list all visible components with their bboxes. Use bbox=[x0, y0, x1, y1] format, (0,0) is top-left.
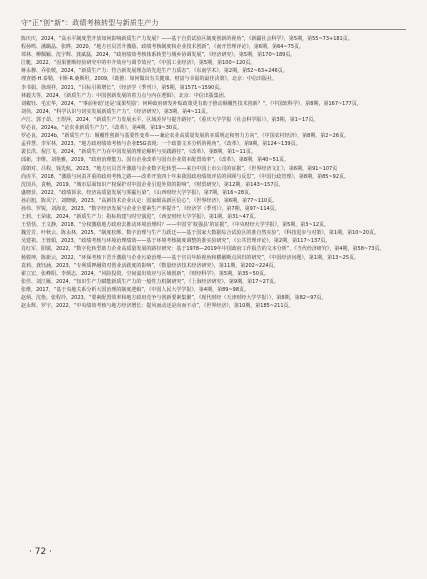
header-rule bbox=[21, 29, 406, 30]
reference-item: 沈国兵，袁畅，2019，“城市层面知识产权保护对中国企业引进外资的影响”，《财贸研究》，第12期，第143~157页。 bbox=[21, 181, 284, 188]
reference-item: 魏芳芳、叶秋云、陈永林，2025，“制度松绑、数字治理与生产力跃迁——基于国家大数据综合试验区的准自然实验”，《科技进步与对策》，第1期，第10~20页。 bbox=[21, 230, 380, 237]
reference-item: 王恬恬、王文静，2018，“分权激励地方政府去推动环境治理吗？——中国‘扩权强县’的证据”，《中央财经大学学报》，第5期，第3~12页。 bbox=[21, 222, 330, 229]
reference-item: 赵炳、沈艳、张程玲，2023，“要素配置效率和地方政府竞争与创新要素集聚”，《现代财经（天津财经大学学报）》，第8期，第82~97页。 bbox=[21, 295, 327, 301]
reference-item: 江艇，2022，“因果推断经验研究中的中介效应与调节效应”，《中国工业经济》，第5期，第100~120页。 bbox=[21, 60, 256, 67]
reference-item: 肖红军、阳镇，2022，“数字化转型助力企业高质量发展的路径研究：基于1978—2019年中国政府工作报告的文本分析”，《当代经济研究》，第4期，第58~73页。 bbox=[21, 246, 385, 253]
reference-item: 孟祥慧、李军林，2023，“地方政府绩效考核与企业ESG表现：一个政策文本分析的视角”，《改革》，第9期，第124~139页。 bbox=[21, 141, 301, 148]
reference-item: 刘伟，2024，“科学认识与切实发展新质生产力”，《经济研究》，第3期，第4~11页。 bbox=[21, 108, 211, 115]
reference-item: 卢江、郭子昂、王煜萍，2024，“新质生产力发展水平、区域差异与提升路径”，《重庆大学学报（社会科学版）》，第3期，第1~17页。 bbox=[21, 116, 319, 123]
reference-item: 翟立宏、张峰阳、李炳志，2024，“风险投资、空间溢出效应与区域创新”，《财经科学》，第5期，第35~50页。 bbox=[21, 270, 270, 277]
reference-item: 孙伟、罗锐，刘海龙，2023，“数字经济发展与企业全要素生产率提升”，《经济学（季刊）》，第7期，第97~114页。 bbox=[21, 205, 280, 212]
reference-item: 理查德·H.泰勒，卡斯·R.桑斯坦，2009，《助推：如何做出有关健康、财富与幸福的最佳决策》，北京：中信出版社。 bbox=[21, 76, 278, 83]
reference-item: 尚虎平，2018，“激励与问责并重的政府考核之路——改革开放四十年来我国政府绩效评估的回顾与反思”，《中国行政管理》，第8期，第85~92页。 bbox=[21, 173, 350, 180]
reference-list bbox=[21, 35, 406, 310]
reference-item: 杨骏坤，陈新云，2022，“环保考核下晋升激励与企业污染治理——基于官员年龄视角和横截断点回归的研究”，《中国经济问题》，第1期，第13~25页。 bbox=[21, 254, 360, 261]
reference-item: 裴长洪、倪江飞，2024，“新质生产力在中国发展的理论解析与实践路径”，《改革》，第8期，第1~11页。 bbox=[21, 149, 256, 156]
reference-item: 赵永辉、罗宇，2022，“中央绩效考核与地方经济增长：提风而动还是向而不动”，《世界经济》，第10期，第185~211页。 bbox=[21, 303, 294, 310]
reference-item: 邵朝对、吕程、钱先航，2023，“地方官员晋升激励与企业数字化转型——来自中国上市公司的证据”，《世界经济文汇》，第6期，第91~107页 bbox=[21, 165, 338, 172]
reference-item: 盛晓菲，2022，“政绩诉求、经济高质量发展与雾霾污染”，《山西财经大学学报》，第7期，第16~28页。 bbox=[21, 189, 255, 196]
reference-item: 邓林、柳佩颖、沈宇辉、龚斌磊，2024，“政府绩效考核体系转型与城乡协调发展”，《经济研究》，第5期，第170~189页。 bbox=[21, 52, 296, 59]
reference-item: 袁莉、龚钰涵，2023，“专利质押融资对创业活跃度的影响”，《数量经济技术经济研究》，第11期，第202~224页。 bbox=[21, 262, 279, 269]
reference-item: 李书娟、徐现祥，2021，“目标引领增长”，《经济学（季刊）》，第5期，第1571~1590页。 bbox=[21, 84, 225, 91]
reference-item: 邱新，李维、刘艳雅，2019，“政府治理能力、国有企业改革与国有企业资本配置效率”，《改革》，第8期，第40~51页。 bbox=[21, 157, 290, 164]
running-head: 守“正”创“新”：政绩考核转型与新质生产力 bbox=[21, 19, 159, 27]
reference-item: 张维，2017，“基于央地关系分析大国治理的制度逻辑”，《中国人民大学学报》，第4期，第89~98页。 bbox=[21, 286, 250, 293]
reference-item: 张佳、刘江雁，2024，“知识生产力赋能新质生产力的一般性力机制研究”，《上海经济研究》，第9期，第17~27页。 bbox=[21, 278, 280, 285]
reference-item: 蒋永穆、乔张媛，2024，“新质生产力：符合新发展理念的先进生产力质态”，《东南学术》，第2期，第52~63+246页。 bbox=[21, 68, 288, 75]
reference-item: 刘椒钰、毛宏华，2024，“‘事前补助’还是‘成果奖励’：何种政府研发补贴政策更有助于推动颠覆性技术创新？”，《中国软科学》，第8期，第167~177页。 bbox=[21, 100, 362, 107]
reference-item: 吴建祖、王蓉娟，2023，“政绩考核与环境治理绩效——基于环境考核制度调整的准实验研究”，《公共管理评论》，第2期，第117~137页。 bbox=[21, 238, 331, 245]
reference-item: 王莉、王荣康，2024，“新质生产力：指标构建与时空演进”，《西安财经大学学报》，第1期，第31~47页。 bbox=[21, 214, 260, 221]
page-number: · 72 · bbox=[29, 547, 52, 557]
reference-item: 罗必良，2024a，“论农业新质生产力”，《改革》，第4期，第19~30页。 bbox=[21, 125, 183, 132]
reference-item: 林毅夫等，2024，《新质生产力：中国创新发展的着力点与内在逻辑》，北京：中信出版集团。 bbox=[21, 92, 229, 99]
reference-item: 陈庆庆，2024，“高水平制度型开放如何影响新质生产力发展？——基于自贸试验区制度创新的视角”，《新疆社会科学》，第5期，第55~73+181页。 bbox=[21, 36, 353, 42]
reference-item: 程孙鸣、潘璐晶、张晔，2020，“地方官员晋升激励、政绩考核制度和企业技术创新”，《南开管理评论》，第6期，第64~75页。 bbox=[21, 44, 305, 51]
reference-item: 孙启旭，陈贝宁、刘晓敏，2023，“高新技术企业认定：国家级高新区信心”，《世界经济》，第6期，第77~110页。 bbox=[21, 197, 278, 204]
reference-item: 罗必良，2024b，“新质生产力：颠覆性创新与基要性变革——兼论农业高质量发展的本质规定和努力方向”，《中国农村经济》，第8期，第2~26页。 bbox=[21, 133, 350, 140]
